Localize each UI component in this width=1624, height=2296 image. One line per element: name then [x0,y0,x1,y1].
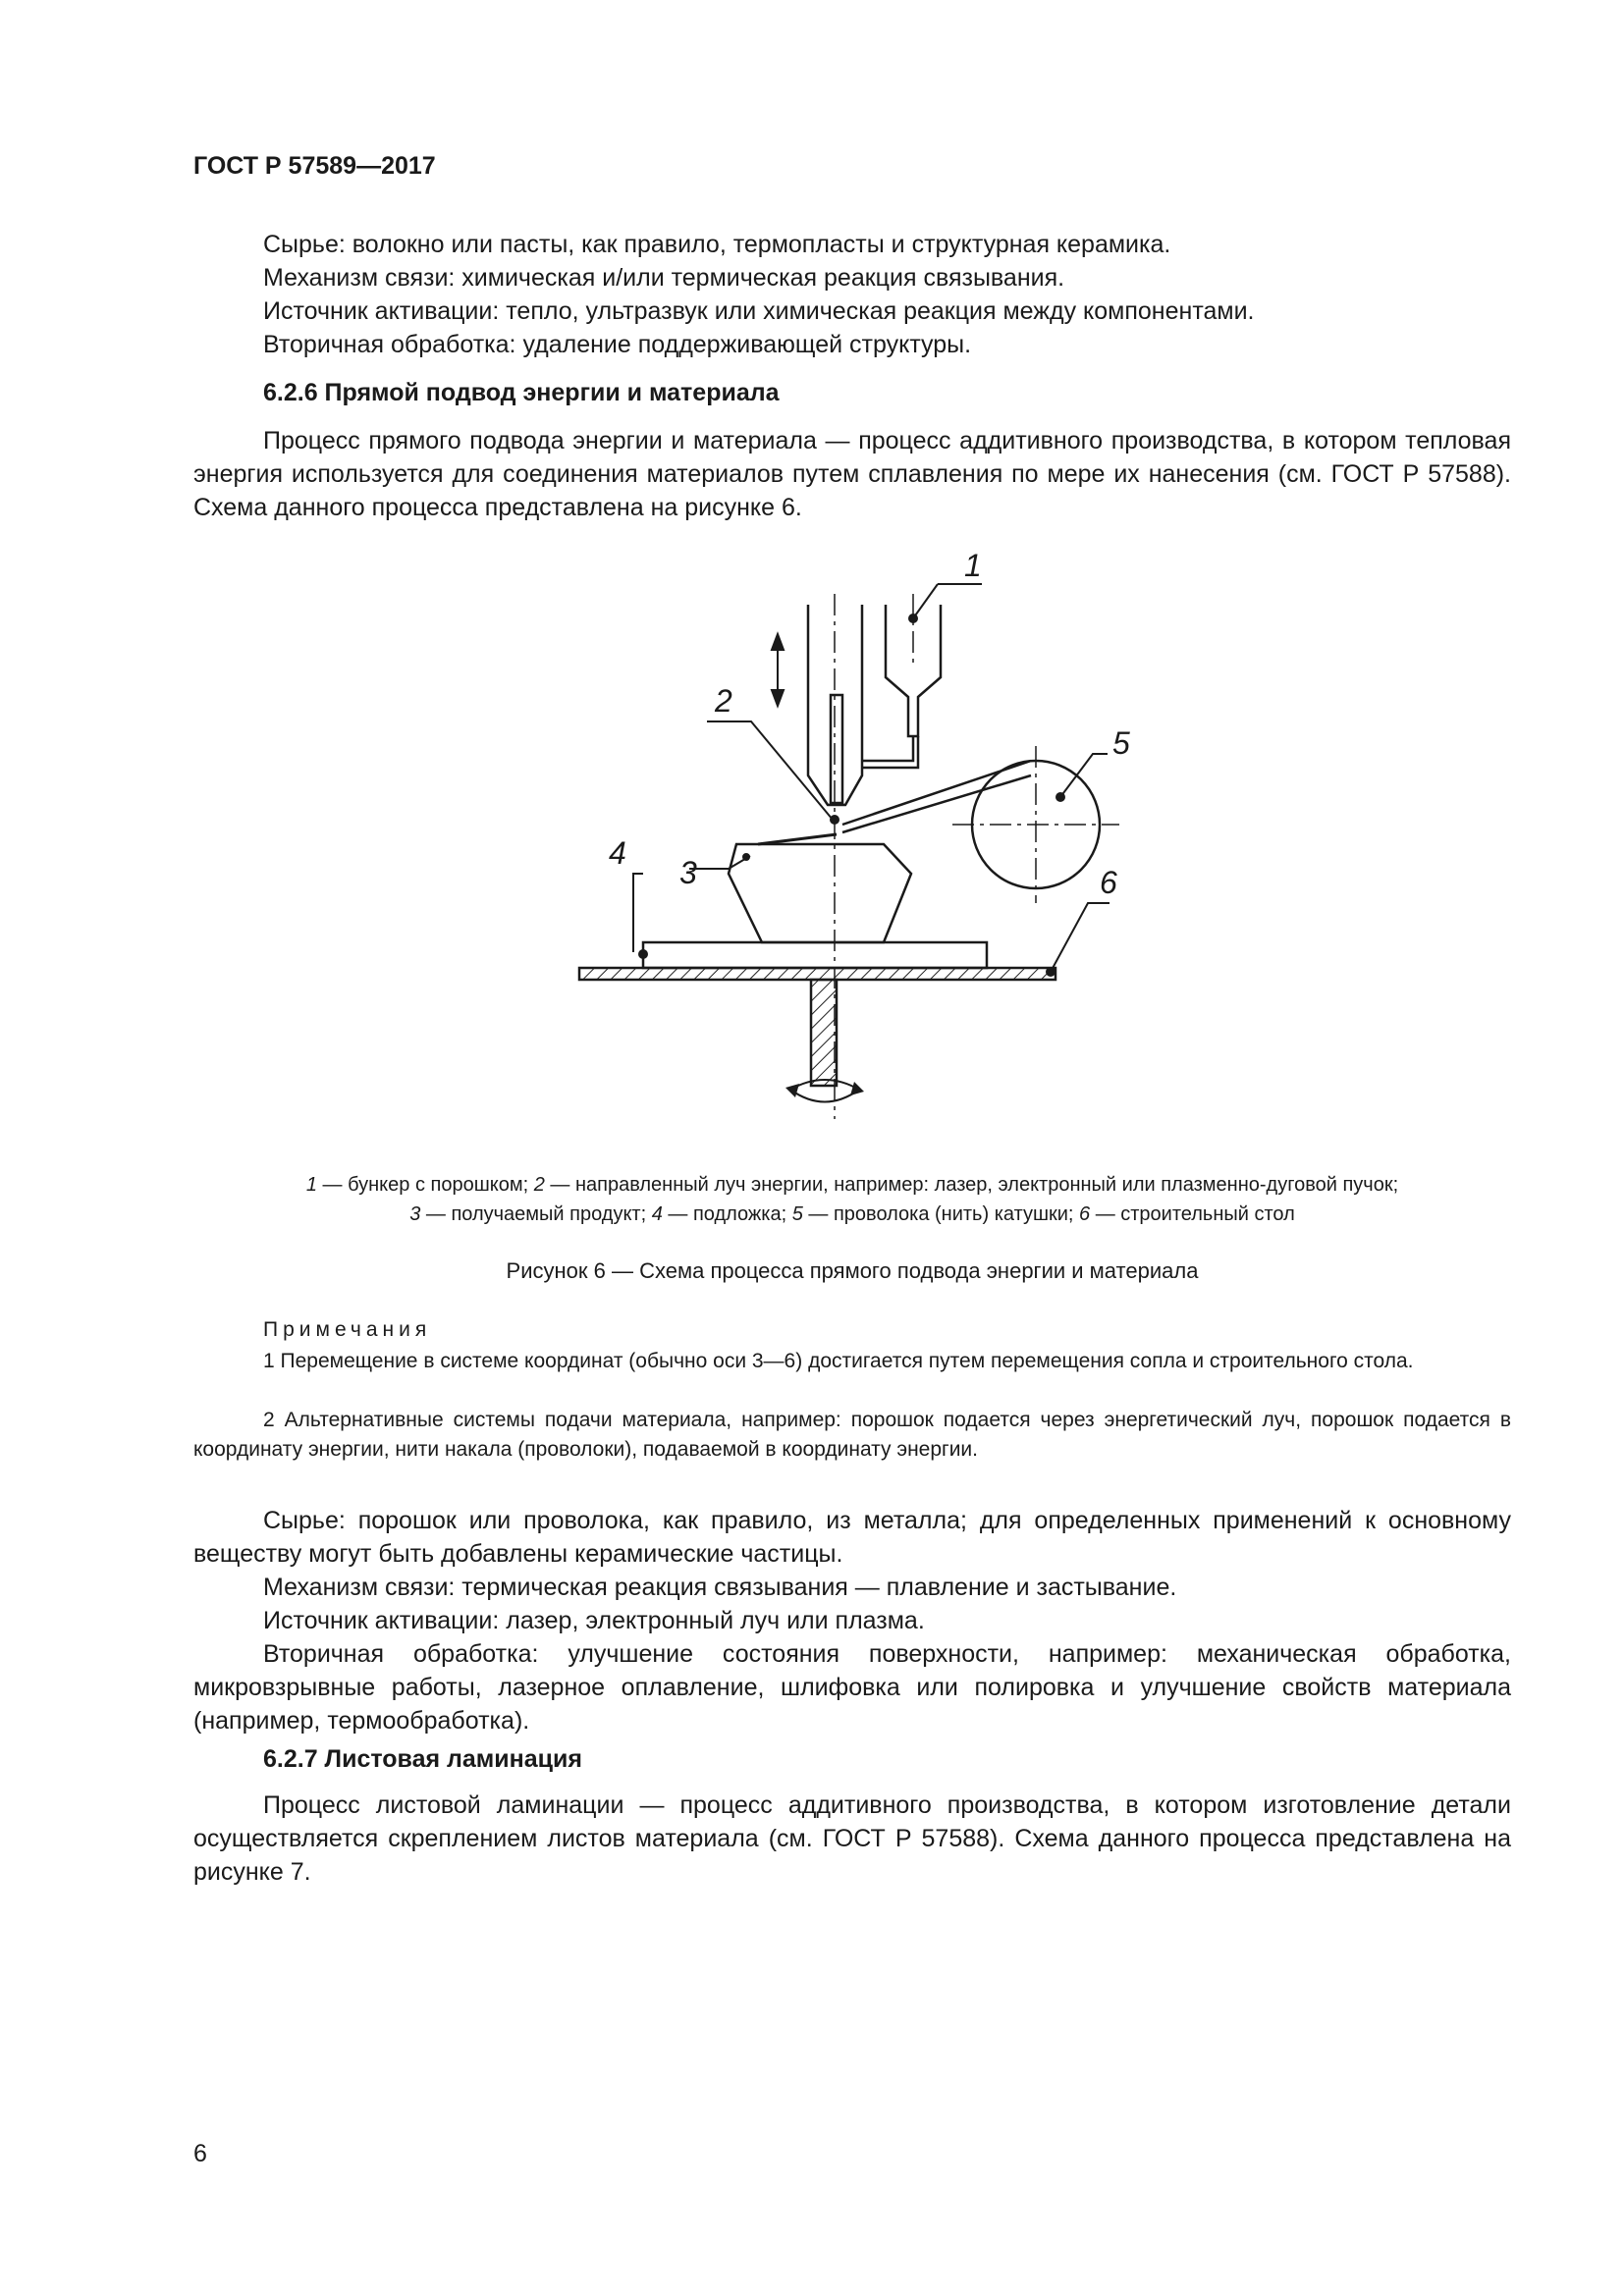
intro-line-secondary: Вторичная обработка: удаление поддерживающей структуры. [263,331,972,358]
section-627-heading: 6.2.7 Листовая ламинация [263,1745,582,1773]
label-3: 3 [679,855,697,890]
beam-channel [831,695,842,803]
build-table [579,968,1056,980]
document-header: ГОСТ Р 57589—2017 [193,152,436,180]
materials-bond: Механизм связи: термическая реакция связывания — плавление и застывание. [263,1574,1177,1601]
intro-line-raw: Сырье: волокно или пасты, как правило, термопласты и структурная керамика. [263,231,1171,258]
materials-secondary: Вторичная обработка: улучшение состояния поверхности, например: механическая обработка, микровзрывные работы, лазерное оплавление, шлифовка или полировка и улучшение свойств материала (например, термообработка). [193,1640,1511,1735]
substrate [643,942,987,968]
materials-raw: Сырье: порошок или проволока, как правило, из металла; для определенных применений к основному веществу могут быть добавлены керамические частицы. [193,1507,1511,1568]
page-number: 6 [193,2140,207,2167]
intro-line-activation: Источник активации: тепло, ультразвук или химическая реакция между компонентами. [263,297,1255,325]
shaft [811,980,837,1086]
figure-6-legend-line-1: 1 — бункер с порошком; 2 — направленный луч энергии, например: лазер, электронный или плазменно-дуговой пучок; [305,1174,1399,1196]
section-626-paragraph: Процесс прямого подвода энергии и материала — процесс аддитивного производства, в котором тепловая энергия используется для соединения материалов путем сплавления по мере их нанесения (см. ГОСТ Р 57588). Схема данного процесса представлена на рисунке 6. [193,427,1511,521]
notes-heading: Примечания [263,1318,432,1341]
note-2: 2 Альтернативные системы подачи материала, например: порошок подается через энергетический луч, порошок подается в координату энергии, нити накала (проволоки), подаваемой в координату энергии. [193,1409,1511,1461]
section-627-paragraph: Процесс листовой ламинации — процесс аддитивного производства, в котором изготовление детали осуществляется скреплением листов материала (см. ГОСТ Р 57588). Схема данного процесса представлена на рисунке 7. [193,1791,1511,1886]
label-5: 5 [1112,725,1130,761]
materials-activation: Источник активации: лазер, электронный луч или плазма. [263,1607,925,1634]
note-1: 1 Перемещение в системе координат (обычно оси 3—6) достигается путем перемещения сопла и строительного стола. [263,1350,1414,1372]
product [729,844,911,942]
feed-tube [862,736,913,761]
figure-6-title: Рисунок 6 — Схема процесса прямого подвода энергии и материала [506,1258,1199,1283]
label-4: 4 [609,835,626,871]
label-1: 1 [964,548,982,583]
figure-6-diagram [550,540,1130,1119]
label-6: 6 [1100,865,1117,900]
figure-6-legend-line-2: 3 — получаемый продукт; 4 — подложка; 5 — проволока (нить) катушки; 6 — строительный стол [409,1203,1295,1225]
intro-line-bond: Механизм связи: химическая и/или термическая реакция связывания. [263,264,1065,292]
section-626-heading: 6.2.6 Прямой подвод энергии и материала [263,379,780,406]
label-2: 2 [715,683,732,719]
